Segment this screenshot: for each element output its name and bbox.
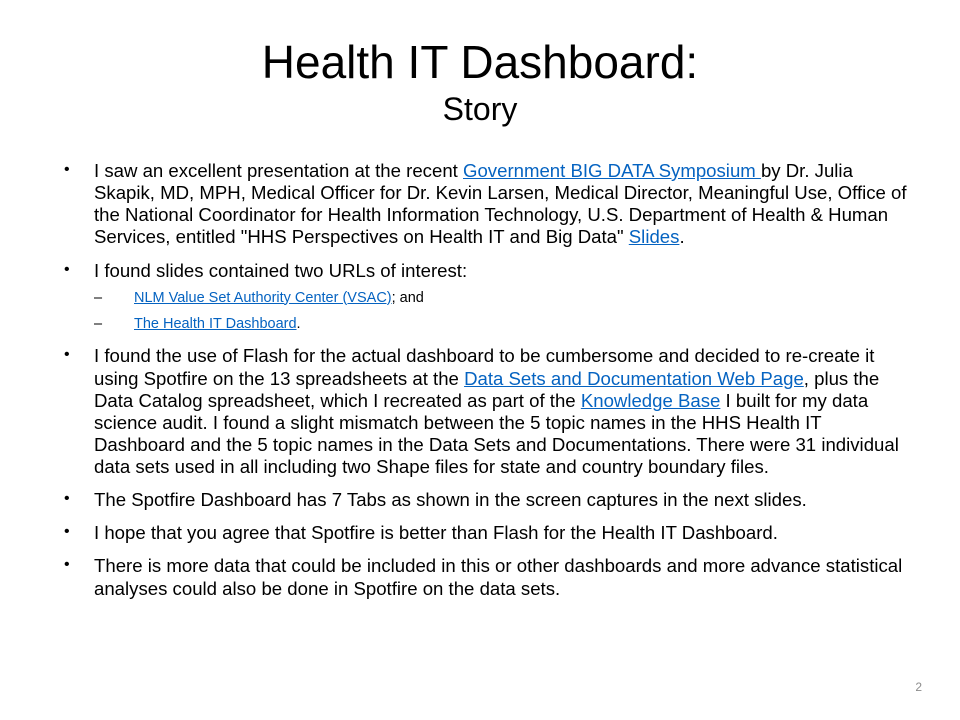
- bullet-item-tabs: [64, 489, 914, 511]
- bullet-item-presentation: [64, 160, 914, 249]
- text-run: .: [679, 226, 685, 248]
- text-run: .: [296, 316, 301, 333]
- link-health-it-dashboard[interactable]: The Health IT Dashboard: [134, 316, 297, 333]
- bullet-marker: •: [64, 556, 70, 574]
- bullet-item-more-data: [64, 555, 914, 599]
- sub-bullet-vsac: [94, 290, 914, 307]
- bullet-marker: •: [64, 523, 70, 541]
- link-nlm-vsac[interactable]: NLM Value Set Authority Center (VSAC): [134, 289, 392, 306]
- text-run: I found the use of Flash for the actual dashboard to be cumbersome and decided to re-create it using Spotfire on the 13 spreadsheets at the: [94, 345, 875, 389]
- link-knowledge-base[interactable]: Knowledge Base: [580, 389, 721, 411]
- link-slides[interactable]: Slides: [628, 226, 680, 248]
- slide-title: [0, 36, 960, 128]
- bullet-text: I found slides contained two URLs of interest:: [94, 259, 468, 281]
- sub-bullet-marker: –: [94, 289, 103, 306]
- bullet-text: The Spotfire Dashboard has 7 Tabs as shown in the screen captures in the next slides.: [94, 489, 807, 511]
- bullet-text: I hope that you agree that Spotfire is better than Flash for the Health IT Dashboard.: [94, 522, 778, 544]
- link-government-big-data-symposium[interactable]: Government BIG DATA Symposium: [463, 160, 761, 181]
- bullet-text: [94, 345, 914, 478]
- sub-bullet-marker: –: [94, 316, 103, 333]
- bullet-marker: •: [64, 346, 70, 364]
- bullet-marker: •: [64, 490, 70, 508]
- page-number: 2: [915, 680, 922, 694]
- bullet-item-spotfire-better: [64, 522, 914, 544]
- bullet-marker: •: [64, 260, 70, 278]
- text-run: I saw an excellent presentation at the recent: [94, 160, 463, 181]
- bullet-marker: •: [64, 161, 70, 178]
- text-run: by Dr. Julia Skapik, MD, MPH, Medical Officer for Dr. Kevin Larsen, Medical Director, Meaningful Use, Office of the National Coordinator for Health Information Technology, U.S. Department of Health & Human Services, entitled "HHS Perspectives on Health IT and Big Data": [94, 160, 907, 248]
- sub-bullet-dashboard: [94, 316, 914, 333]
- sub-bullet-text: [134, 316, 301, 333]
- bullet-text: [94, 160, 914, 249]
- link-data-sets-documentation[interactable]: Data Sets and Documentation Web Page: [464, 367, 804, 389]
- bullet-item-urls: [64, 260, 914, 282]
- sub-bullet-text: [134, 290, 424, 307]
- text-run: I built for my data science audit. I found a slight mismatch between the 5 topic names in the HHS Health IT Dashboard and the 5 topic names in the Data Sets and Documentations. There were 31 individual data sets used in all including two Shape files for state and country boundary files.: [94, 389, 899, 478]
- text-run: , plus the Data Catalog spreadsheet, which I recreated as part of the: [94, 367, 880, 411]
- bullet-item-spotfire-recreation: [64, 345, 914, 478]
- bullet-list: [64, 160, 914, 611]
- title-main: Health IT Dashboard:: [261, 36, 699, 88]
- title-subtitle: Story: [442, 90, 518, 127]
- bullet-text: There is more data that could be included in this or other dashboards and more advance statistical analyses could also be done in Spotfire on the data sets.: [94, 555, 903, 599]
- text-run: ; and: [391, 289, 424, 306]
